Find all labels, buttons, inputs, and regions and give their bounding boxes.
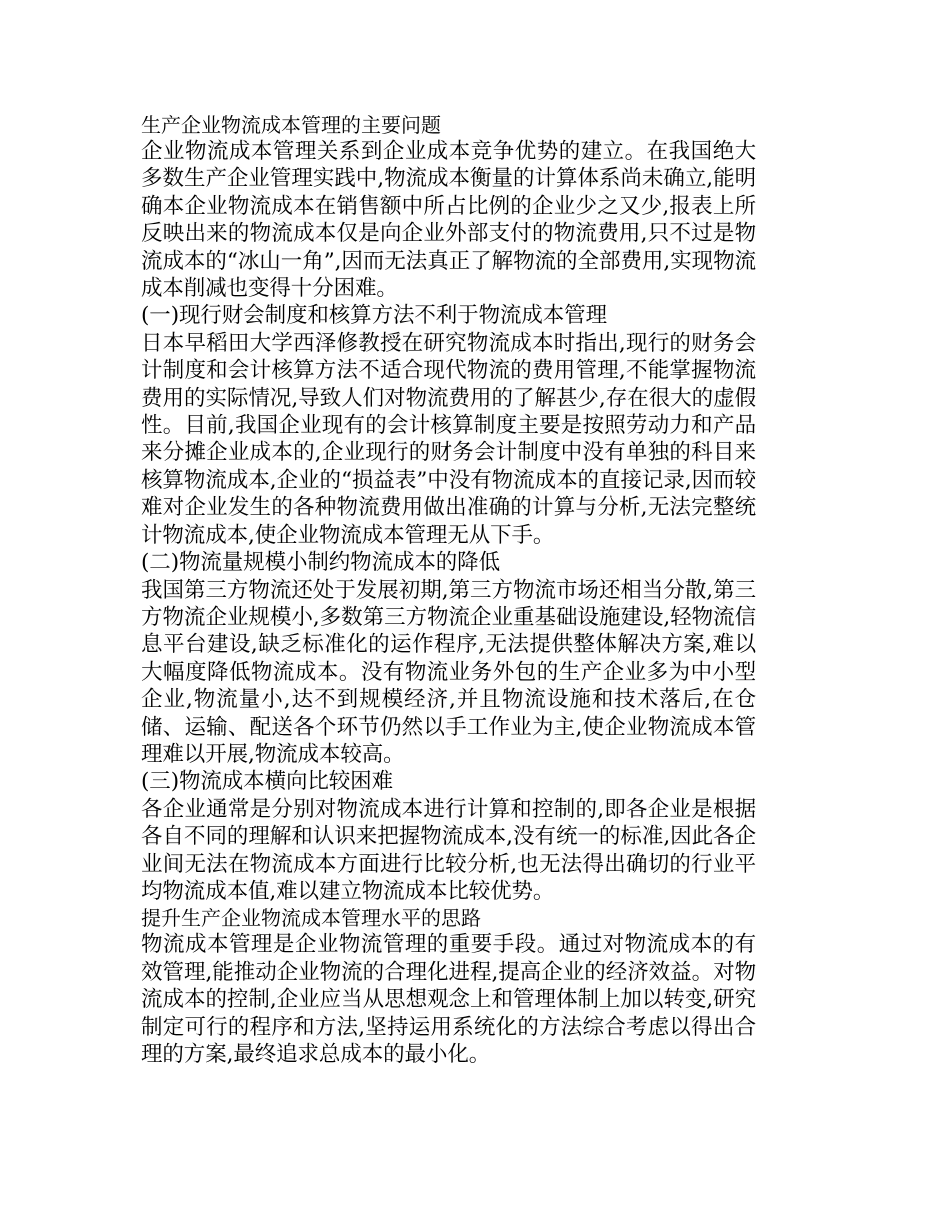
section-heading-improvement: 提升生产企业物流成本管理水平的思路	[141, 906, 481, 931]
paragraph-intro: 企业物流成本管理关系到企业成本竞争优势的建立。在我国绝大多数生产企业管理实践中,物流成本衡量的计算体系尚未确立,能明确本企业物流成本在销售额中所占比例的企业少之又少,报表上所反映出来的物流成本仅是向企业外部支付的物流费用,只不过是物流成本的“冰山一角”,因而无法真正了解物流的全部费用,实现物流成本削减也变得十分困难。	[141, 139, 756, 302]
document-page	[141, 112, 756, 1068]
paragraph-horizontal-comparison: 各企业通常是分别对物流成本进行计算和控制的,即各企业是根据各自不同的理解和认识来把握物流成本,没有统一的标准,因此各企业间无法在物流成本方面进行比较分析,也无法得出确切的行业平均物流成本值,难以建立物流成本比较优势。	[141, 796, 756, 904]
section-heading-main-problems: 生产企业物流成本管理的主要问题	[141, 113, 441, 137]
subheading-accounting-system: (一)现行财会制度和核算方法不利于物流成本管理	[141, 303, 607, 329]
paragraph-improvement: 物流成本管理是企业物流管理的重要手段。通过对物流成本的有效管理,能推动企业物流的合理化进程,提高企业的经济效益。对物流成本的控制,企业应当从思想观念上和管理体制上加以转变,研究制定可行的程序和方法,坚持运用系统化的方法综合考虑以得出合理的方案,最终追求总成本的最小化。	[141, 932, 756, 1067]
paragraph-logistics-scale: 我国第三方物流还处于发展初期,第三方物流市场还相当分散,第三方物流企业规模小,多数第三方物流企业重基础设施建设,轻物流信息平台建设,缺乏标准化的运作程序,无法提供整体解决方案,难以大幅度降低物流成本。没有物流业务外包的生产企业多为中小型企业,物流量小,达不到规模经济,并且物流设施和技术落后,在仓储、运输、配送各个环节仍然以手工作业为主,使企业物流成本管理难以开展,物流成本较高。	[141, 577, 756, 767]
subheading-logistics-scale: (二)物流量规模小制约物流成本的降低	[141, 550, 500, 576]
paragraph-accounting-system: 日本早稻田大学西泽修教授在研究物流成本时指出,现行的财务会计制度和会计核算方法不适合现代物流的费用管理,不能掌握物流费用的实际情况,导致人们对物流费用的了解甚少,存在很大的虚假性。目前,我国企业现有的会计核算制度主要是按照劳动力和产品来分摊企业成本的,企业现行的财务会计制度中没有单独的科目来核算物流成本,企业的“损益表”中没有物流成本的直接记录,因而较难对企业发生的各种物流费用做出准确的计算与分析,无法完整统计物流成本,使企业物流成本管理无从下手。	[141, 330, 756, 548]
subheading-horizontal-comparison: (三)物流成本横向比较困难	[141, 769, 393, 795]
